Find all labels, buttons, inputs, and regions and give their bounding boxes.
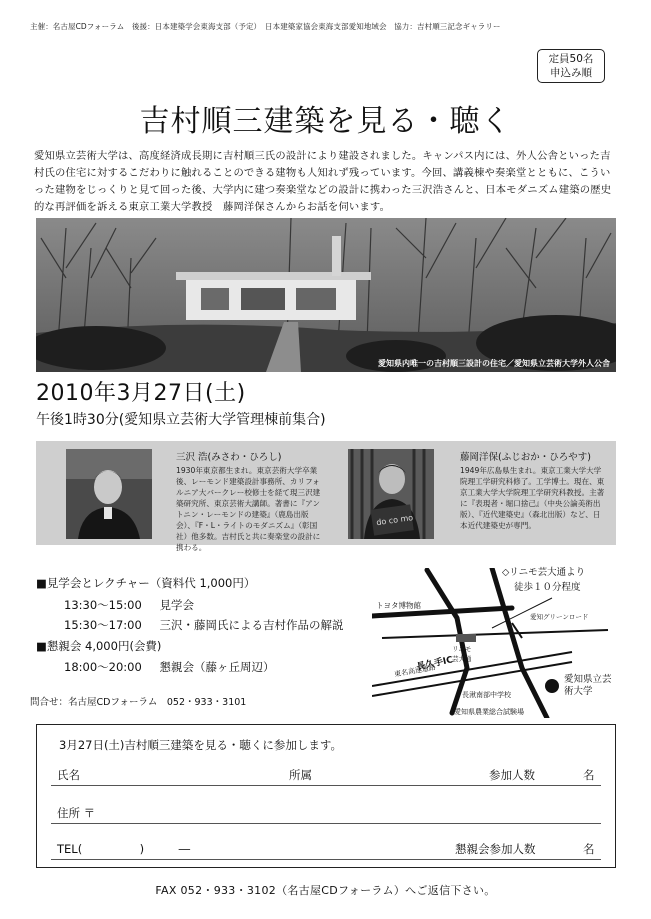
event-time: 午後1時30分(愛知県立芸術大学管理棟前集合) (36, 412, 326, 428)
map-label-linimo: リニモ (452, 645, 472, 653)
badge-line-1: 定員50名 (548, 53, 594, 65)
page-title: 吉村順三建築を見る・聴く (139, 104, 512, 139)
map-label-expressway: 東名高速道路 (393, 663, 437, 679)
schedule-time: 15:30〜17:00 (64, 618, 142, 632)
map-label-nagakute: 長久手IC (415, 655, 454, 673)
contact-info: 問合せ：名古屋CDフォーラム 052・933・3101 (30, 697, 247, 708)
form-tel-label: TEL( ) ― (57, 842, 191, 856)
form-unit-label: 名 (583, 768, 595, 782)
reply-form (36, 724, 616, 868)
section-tour-title: ■見学会とレクチャー（資料代 1,000円） (36, 576, 256, 590)
schedule-desc: 三沢・藤岡氏による吉村作品の解説 (159, 618, 344, 632)
form-participants-label: 参加人数 (489, 768, 535, 782)
fax-footer: FAX 052・933・3102（名古屋CDフォーラム）へご返信下さい。 (155, 884, 496, 897)
capacity-badge (537, 49, 605, 83)
form-unit2-label: 名 (583, 842, 595, 856)
house-photo-image (36, 218, 616, 372)
form-heading: 3月27日(土)吉村順三建築を見る・聴くに参加します。 (59, 738, 343, 752)
schedule-desc: 懇親会（藤ヶ丘周辺） (159, 660, 275, 674)
form-affiliation-label: 所属 (289, 768, 312, 782)
badge-line-2: 申込み順 (550, 67, 592, 79)
speaker-name-misawa: 三沢 浩(みさわ・ひろし) (176, 452, 282, 463)
schedule-row (64, 597, 194, 613)
speaker-portrait-misawa (66, 449, 152, 539)
map-note-line-1: ◇リニモ芸大通より (502, 567, 586, 578)
speaker-box (36, 441, 616, 552)
map-label-school: 長湫南部中学校 (462, 691, 511, 699)
speaker-portrait-fujioka (348, 449, 434, 539)
form-line-address[interactable] (51, 823, 601, 824)
schedule-desc: 見学会 (159, 598, 194, 612)
map-note (502, 565, 585, 595)
speaker-bio-fujioka: 1949年広島県生まれ。東京工業大学大学院理工学研究科修了。工学博士。現在、東京工業大学大学院理工学研究科教授。主著に『表現者・堀口捨己』（中央公論美術出版）、『近代建築史』（森北出版）など、日本近代建築史が専門。 (460, 466, 605, 530)
organizers-line: 主催：名古屋CDフォーラム 後援：日本建築学会東海支部（予定） 日本建築家協会東海支部愛知地域会 協力：吉村順三記念ギャラリー (30, 22, 501, 31)
map-label-agri: 愛知県農業総合試験場 (454, 708, 524, 716)
schedule-row (64, 659, 274, 675)
form-address-label: 住所 〒 (57, 806, 96, 820)
speaker-bio-misawa: 1930年東京都生まれ。東京芸術大学卒業後、レーモンド建築設計事務所、カリフォルニア大バークレー校修士を経て現三沢建築研究所、東京芸術大講師。著書に『アントニン・レーモンドの建築』（鹿島出版会）、『F・L・ライトのモダニズム』（彰国社）他多数。吉村氏と共に奏楽堂の設計に携わる。 (176, 466, 321, 552)
form-name-label: 氏名 (57, 768, 80, 782)
schedule-row (64, 617, 343, 633)
section-party-title: ■懇親会 4,000円(会費) (36, 639, 162, 653)
intro-text: 愛知県立芸術大学は、高度経済成長期に吉村順三氏の設計により建設されました。キャンパス内には、外人公舎といった吉村氏の住宅に対するこだわりに触れることのできる建物も人知れず残っています。今回、講義棟や奏楽堂とともに、こういった建物をじっくりと見て回った後、大学内に建つ奏楽堂などの設計に携わった三沢浩さんと、日本モダニズム建築の歴史的な再評価を訴える東京工業大学教授 藤岡洋保さんからお話を伺います。 (34, 150, 612, 213)
svg-text:do co mo: do co mo (375, 513, 414, 528)
photo-caption: 愛知県内唯一の吉村順三設計の住宅／愛知県立芸術大学外人公舎 (378, 359, 610, 368)
house-photo (36, 218, 616, 372)
map-label-green-road: 愛知グリーンロード (530, 613, 589, 621)
map-label-toyota: トヨタ博物館 (376, 601, 421, 610)
map-label-station: 芸大通 (452, 655, 472, 663)
speaker-name-fujioka: 藤岡洋保(ふじおか・ひろやす) (460, 452, 591, 463)
schedule-time: 13:30〜15:00 (64, 598, 142, 612)
map-label-university: 愛知県立芸術大学 (564, 674, 612, 697)
map-note-line-2: 徒歩１０分程度 (514, 582, 581, 593)
event-date: 2010年3月27日(土) (36, 381, 246, 406)
form-line-name[interactable] (51, 785, 601, 786)
schedule-time: 18:00〜20:00 (64, 660, 142, 674)
form-line-tel[interactable] (51, 859, 601, 860)
form-party-label: 懇親会参加人数 (455, 842, 536, 856)
